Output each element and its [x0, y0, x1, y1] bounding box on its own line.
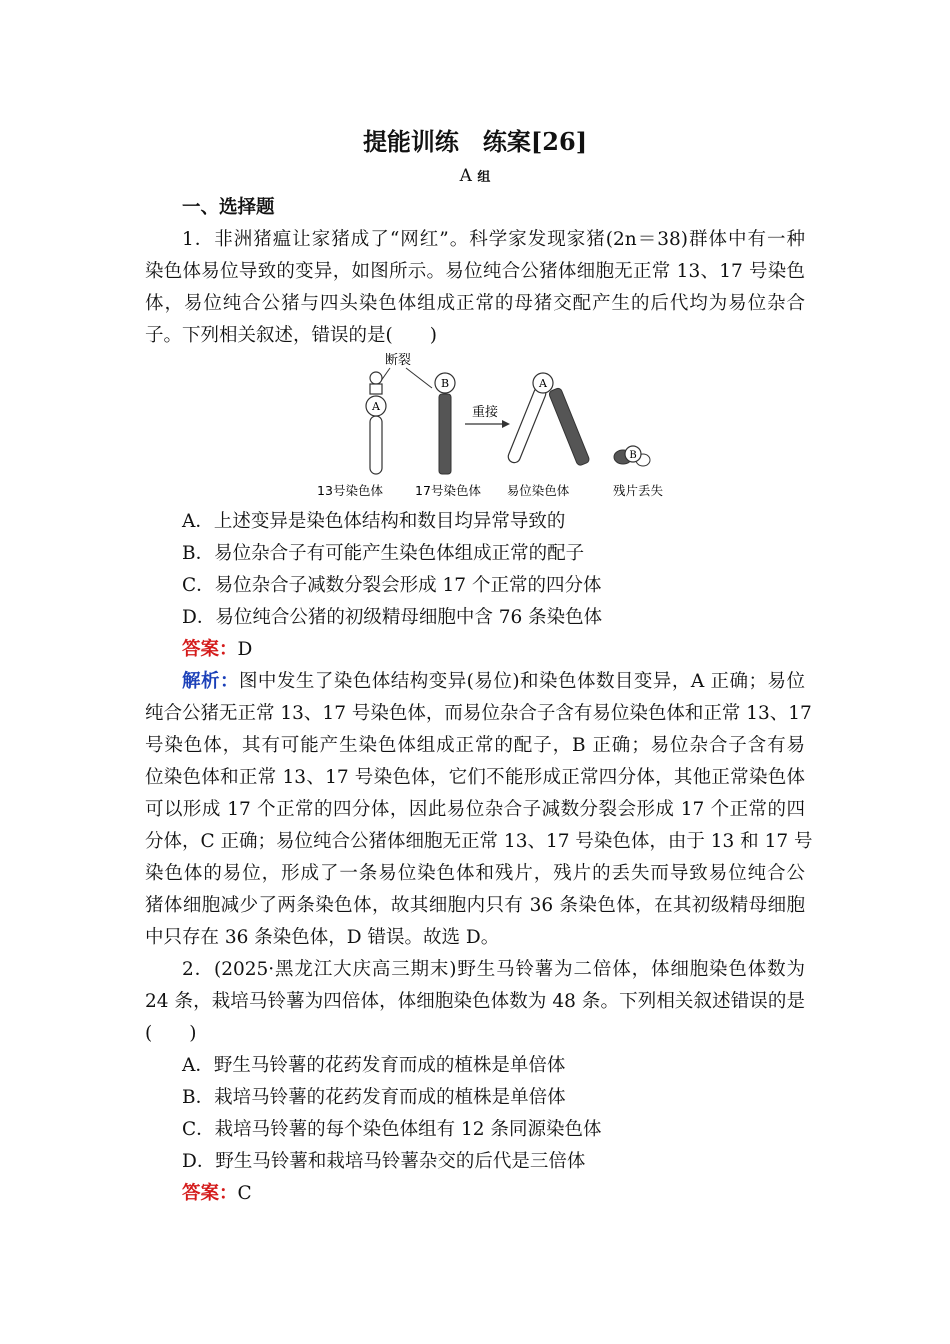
- break-pointer-17: [406, 368, 432, 388]
- q1-line-2: 染色体易位导致的变异，如图所示。易位纯合公猪体细胞无正常 13、17 号染色: [145, 261, 805, 282]
- caption-fragment: 残片丢失: [612, 483, 664, 498]
- q2-option-a: A．野生马铃薯的花药发育而成的植株是单倍体: [182, 1055, 566, 1076]
- q1-answer: [182, 634, 842, 666]
- q1-analysis-line-8: 猪体细胞减少了两条染色体，故其细胞内只有 36 条染色体，在其初级精母细胞: [145, 895, 805, 916]
- q1-line-4: 子。下列相关叙述，错误的是( ): [145, 325, 437, 346]
- group-letter: A: [459, 166, 472, 186]
- page-title: 提能训练 练案[26]: [362, 127, 588, 156]
- section-heading: 一、选择题: [182, 197, 275, 218]
- q1-analysis-line-9: 中只存在 36 条染色体，D 错误。故选 D。: [145, 927, 500, 948]
- q1-analysis-line-4: 位染色体和正常 13、17 号染色体，它们不能形成正常四分体，其他正常染色体: [145, 767, 805, 788]
- q1-analysis-line-5: 可以形成 17 个正常的四分体，因此易位杂合子减数分裂会形成 17 个正常的四: [145, 799, 805, 820]
- chromosome-17: [435, 373, 455, 474]
- q1-analysis-line-7: 染色体的易位，形成了一条易位染色体和残片，残片的丢失而导致易位纯合公: [145, 863, 805, 884]
- analysis-label: 解析：: [182, 671, 239, 692]
- q2-option-c: C．栽培马铃薯的每个染色体组有 12 条同源染色体: [182, 1119, 602, 1140]
- q1-option-c: C．易位杂合子减数分裂会形成 17 个正常的四分体: [182, 575, 602, 596]
- q1-line-1: 1．非洲猪瘟让家猪成了“网红”。科学家发现家猪(2n＝38)群体中有一种: [182, 229, 805, 250]
- q2-line-2: 24 条，栽培马铃薯为四倍体，体细胞染色体数为 48 条。下列相关叙述错误的是: [145, 991, 805, 1012]
- q1-analysis-line-6: 分体，C 正确；易位纯合公猪体细胞无正常 13、17 号染色体，由于 13 和 17 号: [145, 831, 813, 852]
- answer-label: 答案：: [182, 1183, 238, 1204]
- q1-analysis-line-3: 号染色体，其有可能产生染色体组成正常的配子，B 正确；易位杂合子含有易: [145, 735, 805, 756]
- lost-fragment: [614, 446, 650, 466]
- q1-option-b: B．易位杂合子有可能产生染色体组成正常的配子: [182, 543, 585, 564]
- q1-option-a: A．上述变异是染色体结构和数目均异常导致的: [182, 511, 566, 532]
- break-label: 断裂: [384, 353, 412, 368]
- answer-value: D: [237, 639, 253, 660]
- chromosome-translocation-figure: [310, 350, 690, 508]
- marker-b-fragment: B: [629, 450, 637, 461]
- q1-analysis-line-1: 解析：图中发生了染色体结构变异(易位)和染色体数目变异，A 正确；易位: [182, 671, 805, 692]
- caption-translocated: 易位染色体: [506, 483, 570, 498]
- q2-option-d: D．野生马铃薯和栽培马铃薯杂交的后代是三倍体: [182, 1151, 586, 1172]
- q2-line-1: 2．(2025·黑龙江大庆高三期末)野生马铃薯为二倍体，体细胞染色体数为: [182, 959, 805, 980]
- q2-line-3: ( ): [145, 1023, 197, 1044]
- group-heading: [0, 166, 950, 186]
- q1-analysis-line-2: 纯合公猪无正常 13、17 号染色体，而易位杂合子含有易位染色体和正常 13、17: [145, 703, 812, 724]
- group-word: 组: [477, 170, 491, 185]
- q1-line-3: 体，易位纯合公猪与四头染色体组成正常的母猪交配产生的后代均为易位杂合: [145, 293, 805, 314]
- q2-option-b: B．栽培马铃薯的花药发育而成的植株是单倍体: [182, 1087, 566, 1108]
- rejoin-label: 重接: [471, 405, 499, 420]
- translocated-chromosome: [506, 373, 590, 466]
- q1-option-d: D．易位纯合公猪的初级精母细胞中含 76 条染色体: [182, 607, 603, 628]
- caption-13: 13号染色体: [317, 483, 383, 498]
- answer-label: 答案：: [182, 639, 238, 660]
- marker-b-17: B: [440, 377, 450, 390]
- chromosome-13: [366, 372, 386, 474]
- answer-value: C: [237, 1183, 252, 1204]
- q2-answer: [182, 1178, 842, 1210]
- caption-17: 17号染色体: [415, 483, 481, 498]
- marker-a-13: A: [372, 400, 380, 413]
- marker-a-translocated: A: [539, 377, 547, 390]
